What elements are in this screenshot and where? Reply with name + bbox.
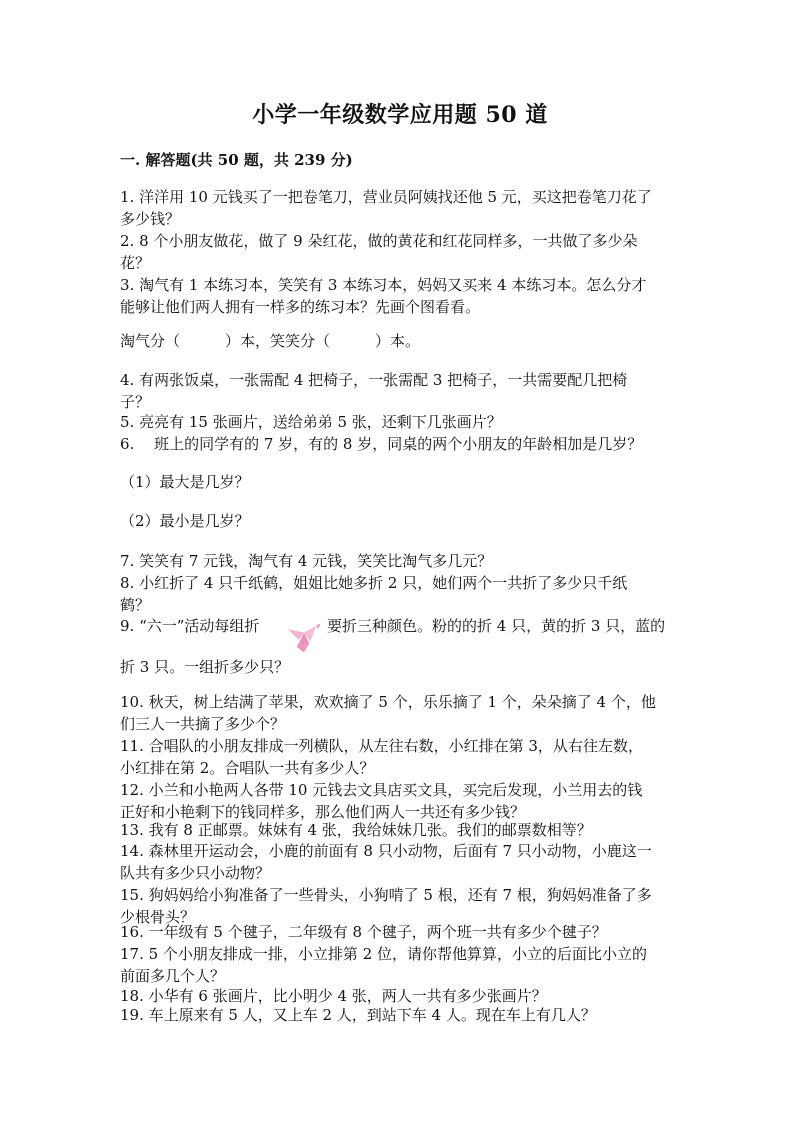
question-line: 6. 班上的同学有的 7 岁，有的 8 岁，同桌的两个小朋友的年龄相加是几岁？ xyxy=(120,435,643,453)
question-line: 淘气分（ ）本，笑笑分（ ）本。 xyxy=(120,332,421,350)
question-13 xyxy=(120,819,680,841)
question-line: 14. 森林里开运动会，小鹿的前面有 8 只小动物，后面有 7 只小动物，小鹿这一 xyxy=(120,842,652,860)
question-line: 15. 狗妈妈给小狗准备了一些骨头，小狗啃了 5 根，还有 7 根，狗妈妈准备了多 xyxy=(120,886,652,904)
question-16 xyxy=(120,921,680,943)
question-line: 18. 小华有 6 张画片，比小明少 4 张，两人一共有多少张画片？ xyxy=(120,987,547,1005)
question-line: 正好和小艳剩下的钱同样多，那么他们两人一共还有多少钱？ xyxy=(120,803,526,821)
question-line: （1）最大是几岁？ xyxy=(120,473,250,491)
answer-blank-line xyxy=(120,330,680,352)
question-line: 16. 一年级有 5 个毽子，二年级有 8 个毽子，两个班一共有多少个毽子？ xyxy=(120,923,607,941)
question-line: 17. 5 个小朋友排成一排，小立排第 2 位，请你帮他算算，小立的后面比小立的 xyxy=(120,945,648,963)
question-8 xyxy=(120,572,680,616)
question-line: 5. 亮亮有 15 张画片，送给弟弟 5 张，还剩下几张画片？ xyxy=(120,413,502,431)
sub-question-1 xyxy=(120,471,680,493)
question-line: 鹤？ xyxy=(120,596,151,614)
question-line: 8. 小红折了 4 只千纸鹤，姐姐比她多折 2 只，她们两个一共折了多少只千纸 xyxy=(120,574,628,592)
question-9-continued xyxy=(327,615,687,637)
question-line: 3. 淘气有 1 本练习本，笑笑有 3 本练习本，妈妈又买来 4 本练习本。怎么分才 xyxy=(120,276,647,294)
question-line: 13. 我有 8 正邮票。妹妹有 4 张，我给妹妹几张。我们的邮票数相等？ xyxy=(120,821,592,839)
question-line: 们三人一共摘了多少个？ xyxy=(120,715,286,733)
question-6 xyxy=(120,433,680,455)
sub-question-2 xyxy=(120,510,680,532)
question-line: 4. 有两张饭桌，一张需配 4 把椅子，一张需配 3 把椅子，一共需要配几把椅 xyxy=(120,371,628,389)
question-line: 19. 车上原来有 5 人，又上车 2 人，到站下车 4 人。现在车上有几人？ xyxy=(120,1006,596,1024)
question-line: 要折三种颜色。粉的的折 4 只，黄的折 3 只，蓝的 xyxy=(327,617,666,635)
question-line: 小红排在第 2。合唱队一共有多少人？ xyxy=(120,759,375,777)
section-heading: 一. 解答题(共 50 题，共 239 分) xyxy=(120,151,353,169)
question-12 xyxy=(120,779,680,823)
question-9-end xyxy=(120,656,680,678)
question-line: 少根骨头？ xyxy=(120,908,196,926)
question-10 xyxy=(120,691,680,735)
question-line: 能够让他们两人拥有一样多的练习本？先画个图看看。 xyxy=(120,298,481,316)
question-line: 12. 小兰和小艳两人各带 10 元钱去文具店买文具，买完后发现，小兰用去的钱 xyxy=(120,781,643,799)
question-line: 前面多几个人？ xyxy=(120,967,226,985)
question-line: 子？ xyxy=(120,393,151,411)
question-17 xyxy=(120,943,680,987)
question-4 xyxy=(120,369,680,413)
question-line: 7. 笑笑有 7 元钱，淘气有 4 元钱，笑笑比淘气多几元？ xyxy=(120,552,493,570)
question-line: 2. 8 个小朋友做花，做了 9 朵红花，做的黄花和红花同样多，一共做了多少朵 xyxy=(120,232,638,250)
question-1 xyxy=(120,186,680,230)
question-line: 10. 秋天，树上结满了苹果，欢欢摘了 5 个，乐乐摘了 1 个，朵朵摘了 4 个，他 xyxy=(120,693,656,711)
question-line: 队共有多少只小动物？ xyxy=(120,864,271,882)
question-line: 花？ xyxy=(120,254,151,272)
question-5 xyxy=(120,411,680,433)
page-title: 小学一年级数学应用题 50 道 xyxy=(252,102,548,128)
question-line: 1. 洋洋用 10 元钱买了一把卷笔刀，营业员阿姨找还他 5 元，买这把卷笔刀花了 xyxy=(120,188,652,206)
question-14 xyxy=(120,840,680,884)
question-11 xyxy=(120,735,680,779)
question-line: 9. “六一”活动每组折 xyxy=(120,617,260,635)
paper-crane-icon xyxy=(286,620,322,656)
question-3 xyxy=(120,274,680,318)
question-line: 多少钱？ xyxy=(120,210,181,228)
question-19 xyxy=(120,1004,680,1026)
question-line: （2）最小是几岁？ xyxy=(120,512,250,530)
question-7 xyxy=(120,550,680,572)
question-2 xyxy=(120,230,680,274)
question-line: 11. 合唱队的小朋友排成一列横队，从左往右数，小红排在第 3，从右往左数， xyxy=(120,737,643,755)
question-line: 折 3 只。一组折多少只？ xyxy=(120,658,290,676)
